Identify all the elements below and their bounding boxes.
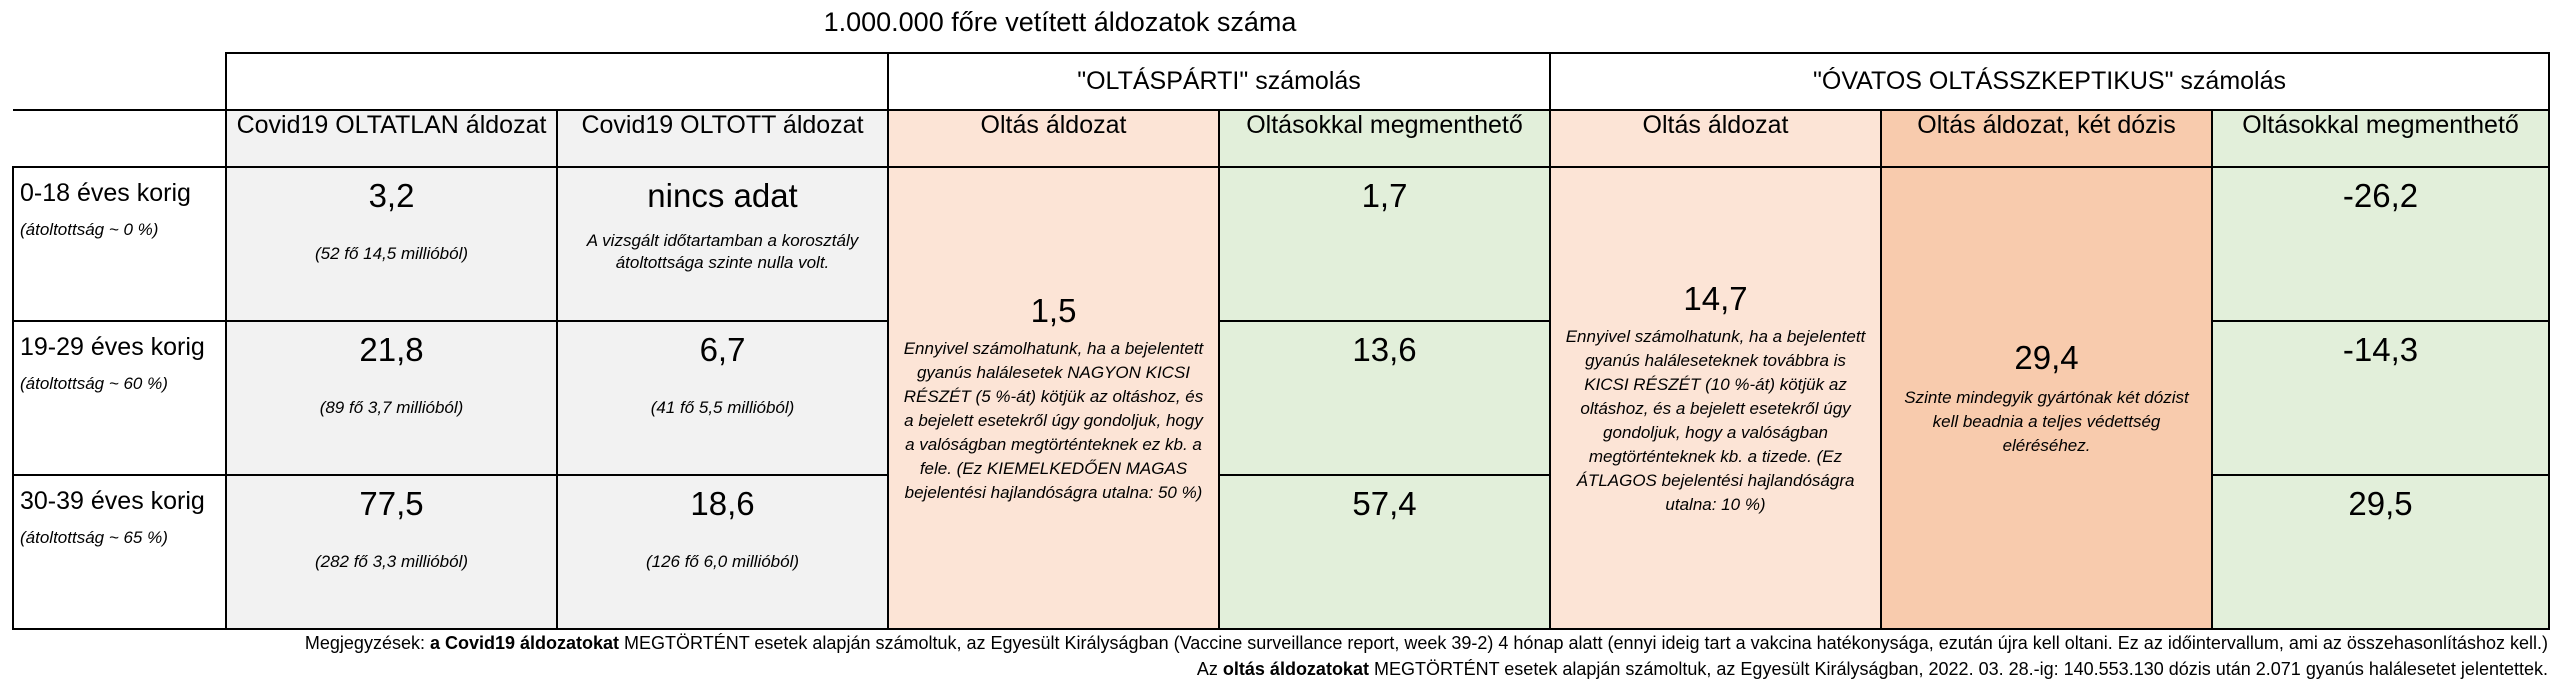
vax-source: (41 fő 5,5 millióból): [650, 398, 795, 417]
unvax-source: (89 fő 3,7 millióból): [319, 398, 464, 417]
header-sk-saved: Oltásokkal megmenthető: [2212, 110, 2549, 167]
age-label: 0-18 éves korig: [20, 179, 191, 207]
pro-vaccine-note: Ennyivel számolhatunk, ha a bejelentett gyanús halálesetek NAGYON KICSI RÉSZÉT (5 %-át) kötjük az oltáshoz, és a bejelett esetekről úgy gondoljuk, hogy a valóságban megtörténteknek ez kb. a fele. (Ez KIEMELKEDŐEN MAGAS bejelentési hajlandóságra utalna: 50 %): [903, 339, 1204, 502]
empty-group-header: [226, 53, 888, 110]
age-cell: [13, 475, 226, 629]
coverage-label: (átoltottság ~ 60 %): [20, 374, 168, 393]
unvax-cell: [226, 321, 557, 475]
age-label: 19-29 éves korig: [20, 333, 205, 361]
footnote-2-rest: MEGTÖRTÉNT esetek alapján számoltuk, az Egyesült Királyságban, 2022. 03. 28.-ig: 140.553.130 dózis után 2.071 gyanús halálesetet jelentettek.: [1368, 659, 2548, 679]
pro-saved-cell: [1219, 475, 1550, 629]
sk-saved-value: -14,3: [2342, 331, 2419, 368]
unvax-value: 3,2: [368, 177, 415, 214]
page-title: 1.000.000 főre vetített áldozatok száma: [823, 7, 1297, 37]
coverage-label: (átoltottság ~ 65 %): [20, 528, 168, 547]
empty-corner: [13, 53, 226, 110]
footnote-2-prefix: Az: [1196, 659, 1223, 679]
sk-saved-value: 29,5: [2348, 485, 2413, 522]
footnote-2-bold: oltás áldozatokat: [1222, 659, 1369, 679]
header-sk-two-dose: Oltás áldozat, két dózis: [1881, 110, 2212, 167]
group-header-row: [13, 53, 2549, 110]
header-unvax: Covid19 OLTATLAN áldozat: [226, 110, 557, 167]
empty-header-cell: [13, 110, 226, 167]
pro-vaccine-merged-cell: [888, 167, 1219, 629]
pro-saved-cell: [1219, 167, 1550, 321]
vax-value: 6,7: [699, 331, 746, 368]
sk-saved-value: -26,2: [2342, 177, 2419, 214]
pro-saved-cell: [1219, 321, 1550, 475]
footnote-line-2: [305, 656, 2548, 682]
header-pro-saved: Oltásokkal megmenthető: [1219, 110, 1550, 167]
footnote-1-prefix: Megjegyzések:: [304, 633, 430, 653]
sk-vaccine-value: 14,7: [1683, 280, 1748, 317]
unvax-value: 77,5: [359, 485, 424, 522]
sk-saved-cell: [2212, 167, 2549, 321]
column-header-row: [13, 110, 2549, 167]
pro-vaccine-value: 1,5: [1030, 292, 1077, 329]
vax-value: 18,6: [690, 485, 755, 522]
unvax-source: (52 fő 14,5 millióból): [314, 244, 469, 263]
sk-saved-cell: [2212, 321, 2549, 475]
vax-cell: [557, 475, 888, 629]
coverage-label: (átoltottság ~ 0 %): [20, 220, 159, 239]
sk-two-dose-note: Szinte mindegyik gyártónak két dózist kell beadnia a teljes védettség eléréséhez.: [1904, 388, 2189, 455]
group-header-pro: "OLTÁSPÁRTI" számolás: [888, 53, 1550, 110]
pro-saved-value: 1,7: [1361, 177, 1408, 214]
header-vax: Covid19 OLTOTT áldozat: [557, 110, 888, 167]
age-cell: [13, 321, 226, 475]
sk-two-dose-value: 29,4: [2014, 339, 2079, 376]
unvax-value: 21,8: [359, 331, 424, 368]
age-label: 30-39 éves korig: [20, 487, 205, 515]
vax-value: nincs adat: [647, 177, 798, 214]
vax-cell: [557, 167, 888, 321]
sk-saved-cell: [2212, 475, 2549, 629]
sk-two-dose-merged-cell: [1881, 167, 2212, 629]
header-pro-vaccine: Oltás áldozat: [888, 110, 1219, 167]
group-header-skeptic: "ÓVATOS OLTÁSSZKEPTIKUS" számolás: [1550, 53, 2549, 110]
table-row: [13, 167, 2549, 321]
footnote-line-1: [305, 630, 2548, 656]
unvax-cell: [226, 167, 557, 321]
unvax-cell: [226, 475, 557, 629]
pro-saved-value: 57,4: [1352, 485, 1417, 522]
age-cell: [13, 167, 226, 321]
vax-cell: [557, 321, 888, 475]
results-table: [12, 52, 2550, 630]
footnote-1-bold: a Covid19 áldozatokat: [429, 633, 620, 653]
sk-vaccine-note: Ennyivel számolhatunk, ha a bejelentett gyanús haláleseteknek továbbra is KICSI RÉSZÉT (10 %-át) kötjük az oltáshoz, és a bejelett esetekről úgy gondoljuk, hogy a valóságban megtörténteknek kb. a tizede. (Ez ÁTLAGOS bejelentési hajlandóságra utalna: 10 %): [1565, 327, 1866, 514]
sk-vaccine-merged-cell: [1550, 167, 1881, 629]
header-sk-vaccine: Oltás áldozat: [1550, 110, 1881, 167]
unvax-source: (282 fő 3,3 millióból): [314, 552, 469, 571]
vax-source: A vizsgált időtartamban a korosztály átoltottsága szinte nulla volt.: [586, 231, 859, 272]
vax-source: (126 fő 6,0 millióból): [645, 552, 800, 571]
footnotes: [305, 630, 2548, 682]
pro-saved-value: 13,6: [1352, 331, 1417, 368]
footnote-1-rest: MEGTÖRTÉNT esetek alapján számoltuk, az Egyesült Királyságban (Vaccine surveillance report, week 39-2) 4 hónap alatt (ennyi ideig tart a vakcina hatékonysága, ezután újra kell oltani. Ez az időintervallum, ami az összehasonlításhoz kell.): [619, 633, 2548, 653]
